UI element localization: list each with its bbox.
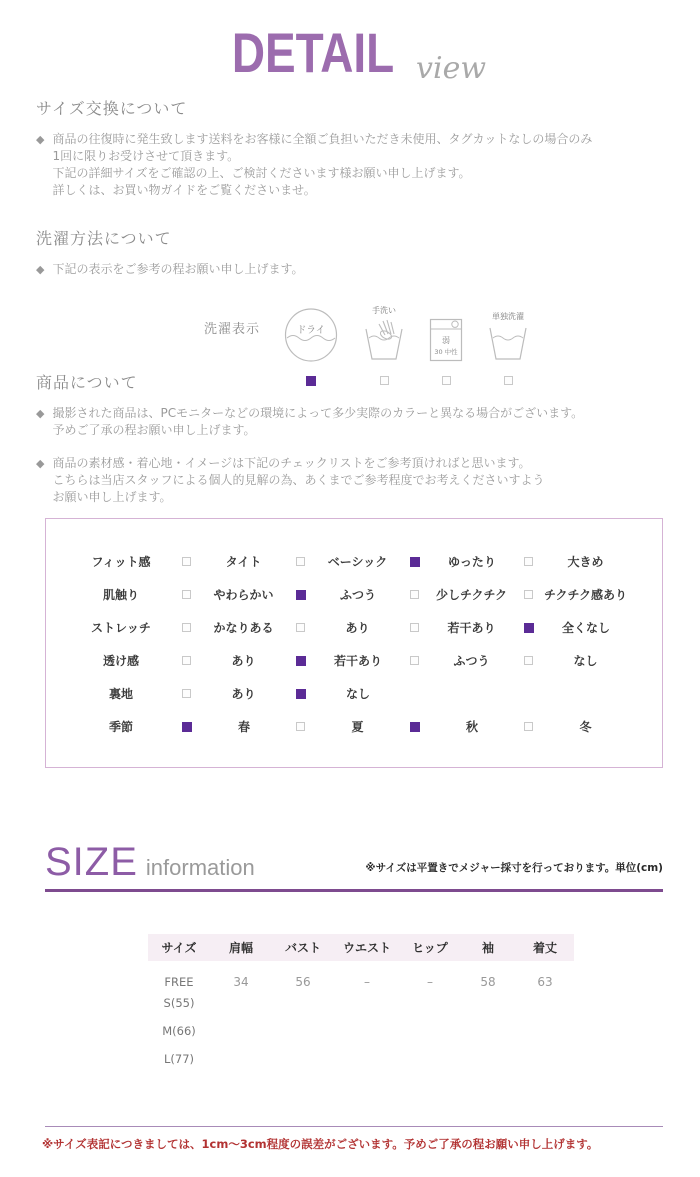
checklist-category: 季節 bbox=[108, 720, 133, 734]
checklist-option bbox=[524, 553, 638, 570]
footer-note: ※サイズ表記につきましては、1cm～3cm程度の誤差がございます。予めご了承の程お願い申し上げます。 bbox=[42, 1137, 599, 1151]
checklist-option-label: タイト bbox=[225, 555, 262, 569]
product-note-2 bbox=[52, 455, 544, 506]
checklist-option-label: ゆったり bbox=[448, 555, 496, 569]
washing-heading: 洗濯方法について bbox=[36, 229, 172, 248]
size-subtitle: information bbox=[145, 855, 255, 880]
washing-note: 下記の表示をご参考の程お願い申し上げます。 bbox=[52, 262, 304, 276]
checklist-option-label: 全くなし bbox=[561, 621, 610, 635]
size-table-row bbox=[148, 961, 574, 989]
size-table-value-cell bbox=[516, 1017, 574, 1045]
checklist-option-label: 少しチクチク bbox=[435, 588, 508, 602]
dry-clean-icon-label: ドライ bbox=[296, 325, 326, 336]
size-exchange-heading: サイズ交換について bbox=[36, 99, 188, 118]
size-table-size-cell: S(55) bbox=[163, 996, 195, 1010]
size-exchange-line: 商品の往復時に発生致します送料をお客様に全額ご負担いただき未使用、タグカットなしの場合のみ bbox=[52, 132, 593, 146]
checkbox-unchecked-icon bbox=[410, 590, 419, 599]
checklist-option bbox=[524, 718, 638, 735]
checklist-row bbox=[46, 677, 662, 710]
size-table-row bbox=[148, 1045, 574, 1073]
checklist-option bbox=[410, 718, 524, 735]
product-note-line: お願い申し上げます。 bbox=[52, 490, 172, 504]
size-table-value-cell: 56 bbox=[295, 975, 311, 989]
checklist-row bbox=[46, 578, 662, 611]
diamond-bullet-icon: ◆ bbox=[36, 133, 45, 146]
diamond-bullet-icon: ◆ bbox=[36, 457, 45, 470]
size-table bbox=[148, 934, 574, 1073]
machine-icon-label-temp: 30 中性 bbox=[434, 348, 458, 356]
machine-icon-label-weak: 弱 bbox=[442, 336, 451, 345]
checkbox-checked-icon bbox=[296, 590, 306, 600]
checklist-option-label: あり bbox=[345, 621, 370, 635]
checklist-option bbox=[410, 586, 524, 603]
checkbox-checked-icon bbox=[410, 557, 420, 567]
checkbox-unchecked-icon bbox=[182, 623, 191, 632]
checklist-option bbox=[182, 619, 296, 636]
diamond-bullet-icon: ◆ bbox=[36, 263, 45, 276]
size-table-row bbox=[148, 1017, 574, 1045]
size-table-value-cell bbox=[210, 1017, 272, 1045]
checklist-option-label: ふつう bbox=[453, 654, 490, 668]
checklist-option bbox=[296, 685, 410, 702]
checklist-option bbox=[182, 586, 296, 603]
checkbox-unchecked-icon bbox=[296, 623, 305, 632]
product-heading: 商品について bbox=[36, 373, 138, 392]
size-table-value-cell: 34 bbox=[233, 975, 249, 989]
checklist-option-label: 大きめ bbox=[567, 555, 604, 569]
product-note-line: 撮影された商品は、PCモニターなどの環境によって多少実際のカラーと異なる場合がございます。 bbox=[52, 406, 584, 420]
size-table-value-cell: 63 bbox=[537, 975, 553, 989]
size-table-value-cell bbox=[400, 1045, 460, 1073]
size-table-value-cell bbox=[272, 1017, 334, 1045]
checklist-option bbox=[182, 553, 296, 570]
section-size-exchange bbox=[36, 96, 666, 215]
size-table-value-cell bbox=[272, 1045, 334, 1073]
checklist-option-label: 冬 bbox=[579, 720, 592, 734]
checkbox-unchecked-icon bbox=[182, 689, 191, 698]
checklist-option-label: やわらかい bbox=[213, 588, 274, 602]
size-info-header bbox=[45, 840, 663, 892]
checklist-option bbox=[410, 652, 524, 669]
checklist-option-label: 若干あり bbox=[447, 621, 496, 635]
size-table-value-cell bbox=[400, 1017, 460, 1045]
size-table-header-cell: サイズ bbox=[148, 934, 210, 961]
checklist-option bbox=[410, 553, 524, 570]
size-table-row bbox=[148, 989, 574, 1017]
size-table-size-cell: M(66) bbox=[162, 1024, 196, 1038]
detail-subtitle: view bbox=[416, 51, 487, 86]
checklist-option-label: なし bbox=[573, 654, 598, 668]
checklist-category: 裏地 bbox=[108, 687, 133, 701]
size-table-value-cell bbox=[460, 1017, 516, 1045]
size-exchange-line: 1回に限りお受けさせて頂きます。 bbox=[52, 149, 240, 163]
checklist-option bbox=[524, 652, 638, 669]
checklist-rows bbox=[46, 545, 662, 743]
checkbox-unchecked-icon bbox=[410, 623, 419, 632]
checkbox-unchecked-icon bbox=[410, 656, 419, 665]
size-table-value-cell: – bbox=[364, 975, 370, 989]
size-title: SIZE bbox=[45, 840, 138, 884]
checklist-option bbox=[524, 619, 638, 636]
checklist-option-label: 夏 bbox=[351, 720, 364, 734]
size-table-header-cell: ヒップ bbox=[400, 934, 460, 961]
checklist-option-label: 春 bbox=[237, 720, 250, 734]
size-table-header-cell: 着丈 bbox=[516, 934, 574, 961]
checkbox-checked-icon bbox=[182, 722, 192, 732]
product-note-line: 予めご了承の程お願い申し上げます。 bbox=[52, 423, 256, 437]
size-table-header-cell: 肩幅 bbox=[210, 934, 272, 961]
checklist-row bbox=[46, 611, 662, 644]
size-table-value-cell: – bbox=[427, 975, 433, 989]
checklist-option-label: あり bbox=[231, 687, 256, 701]
checklist-category: 透け感 bbox=[102, 654, 139, 668]
size-table-header-cell: 袖 bbox=[460, 934, 516, 961]
checkbox-unchecked-icon bbox=[182, 656, 191, 665]
checklist-option-label: ベーシック bbox=[327, 555, 388, 569]
checklist-option-label: なし bbox=[345, 687, 370, 701]
size-table-value-cell bbox=[460, 989, 516, 1017]
size-table-value-cell: 58 bbox=[480, 975, 496, 989]
checklist-option-label: かなりある bbox=[213, 621, 274, 635]
checkbox-checked-icon bbox=[296, 689, 306, 699]
size-table-value-cell bbox=[516, 989, 574, 1017]
checkbox-unchecked-icon bbox=[524, 590, 533, 599]
separate-wash-label: 単独洗濯 bbox=[492, 312, 525, 321]
product-note-line: 商品の素材感・着心地・イメージは下記のチェックリストをご参考頂ければと思います。 bbox=[52, 456, 531, 470]
size-header-underline bbox=[45, 889, 663, 892]
checklist-option bbox=[296, 586, 410, 603]
checkbox-unchecked-icon bbox=[296, 722, 305, 731]
checklist-option-label: 秋 bbox=[465, 720, 478, 734]
checklist-category: 肌触り bbox=[102, 588, 139, 602]
checklist-option bbox=[524, 586, 638, 603]
diamond-bullet-icon: ◆ bbox=[36, 407, 45, 420]
size-table-size-cell: FREE bbox=[164, 975, 194, 989]
detail-header bbox=[0, 20, 700, 85]
size-table-value-cell bbox=[210, 989, 272, 1017]
hand-wash-icon bbox=[361, 318, 407, 362]
washing-row-label: 洗濯表示 bbox=[204, 322, 261, 337]
checklist-option bbox=[296, 718, 410, 735]
separate-wash-icon bbox=[485, 324, 531, 362]
checkbox-checked-icon bbox=[296, 656, 306, 666]
checklist-row bbox=[46, 710, 662, 743]
product-note-1 bbox=[52, 405, 583, 439]
size-exchange-line: 下記の詳細サイズをご確認の上、ご検討くださいます様お願い申し上げます。 bbox=[52, 166, 471, 180]
size-measure-note: ※サイズは平置きでメジャー採寸を行っております。単位(cm) bbox=[365, 862, 663, 874]
section-product bbox=[36, 370, 666, 522]
size-table-value-cell bbox=[516, 1045, 574, 1073]
checkbox-unchecked-icon bbox=[296, 557, 305, 566]
checklist-row bbox=[46, 644, 662, 677]
dry-clean-icon bbox=[283, 308, 339, 362]
detail-title: DETAIL bbox=[231, 21, 395, 84]
section-washing bbox=[36, 226, 666, 386]
checklist-category: フィット感 bbox=[91, 555, 151, 569]
checklist-option-label: 若干あり bbox=[333, 654, 382, 668]
checkbox-checked-icon bbox=[524, 623, 534, 633]
product-checklist-box bbox=[45, 518, 663, 768]
checkbox-checked-icon bbox=[410, 722, 420, 732]
checkbox-unchecked-icon bbox=[524, 722, 533, 731]
size-table-value-cell bbox=[210, 1045, 272, 1073]
footer-separator bbox=[45, 1126, 663, 1127]
checkbox-unchecked-icon bbox=[524, 557, 533, 566]
checklist-row bbox=[46, 545, 662, 578]
size-table-size-cell: L(77) bbox=[163, 1052, 194, 1066]
checklist-option-label: チクチク感あり bbox=[543, 588, 628, 602]
checklist-option bbox=[182, 718, 296, 735]
size-table-value-cell bbox=[460, 1045, 516, 1073]
checklist-option bbox=[182, 652, 296, 669]
size-exchange-text bbox=[52, 131, 592, 199]
checklist-option bbox=[296, 619, 410, 636]
size-table-value-cell bbox=[400, 989, 460, 1017]
size-table-value-cell bbox=[334, 989, 400, 1017]
size-table-header-cell: ウエスト bbox=[334, 934, 400, 961]
size-exchange-line: 詳しくは、お買い物ガイドをご覧くださいませ。 bbox=[52, 183, 316, 197]
checkbox-unchecked-icon bbox=[524, 656, 533, 665]
checkbox-unchecked-icon bbox=[182, 557, 191, 566]
size-table-header bbox=[148, 934, 574, 961]
size-table-header-cell: バスト bbox=[272, 934, 334, 961]
product-note-line: こちらは当店スタッフによる個人的見解の為、あくまでご参考程度でお考えくださいすよう bbox=[52, 473, 545, 487]
checklist-category: ストレッチ bbox=[91, 621, 151, 635]
checklist-option bbox=[296, 553, 410, 570]
hand-wash-label: 手洗い bbox=[372, 306, 397, 315]
checklist-option-label: あり bbox=[231, 654, 256, 668]
size-table-value-cell bbox=[272, 989, 334, 1017]
checklist-option bbox=[410, 619, 524, 636]
checkbox-unchecked-icon bbox=[182, 590, 191, 599]
checklist-option bbox=[182, 685, 296, 702]
size-table-value-cell bbox=[334, 1045, 400, 1073]
checklist-option-label: ふつう bbox=[339, 588, 376, 602]
size-table-body bbox=[148, 961, 574, 1073]
machine-wash-weak-icon bbox=[429, 318, 463, 362]
checklist-option bbox=[296, 652, 410, 669]
size-table-value-cell bbox=[334, 1017, 400, 1045]
